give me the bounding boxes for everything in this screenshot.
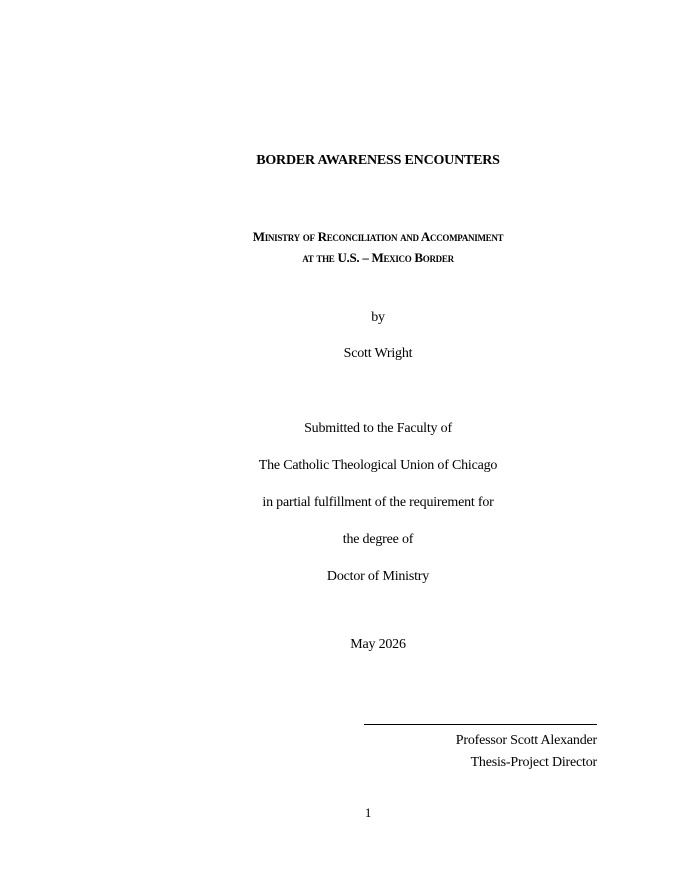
submission-line-1: Submitted to the Faculty of — [304, 421, 452, 436]
submission-line-4: the degree of — [342, 532, 414, 547]
signature-line — [364, 724, 597, 725]
submission-line-3: in partial fulfillment of the requirement for — [262, 495, 494, 510]
subtitle-line-1: Ministry of Reconciliation and Accompaniment — [252, 229, 504, 244]
author-name: Scott Wright — [343, 346, 413, 361]
subtitle-line-2: at the U.S. – Mexico Border — [302, 250, 454, 265]
submission-line-2: The Catholic Theological Union of Chicago — [258, 458, 498, 473]
signatory-role: Thesis-Project Director — [470, 755, 597, 770]
submission-date: May 2026 — [350, 637, 406, 652]
page-number: 1 — [364, 805, 372, 820]
by-label: by — [371, 310, 385, 325]
submission-line-5: Doctor of Ministry — [326, 569, 430, 584]
signatory-name: Professor Scott Alexander — [455, 733, 597, 748]
document-title: BORDER AWARENESS ENCOUNTERS — [256, 153, 500, 168]
